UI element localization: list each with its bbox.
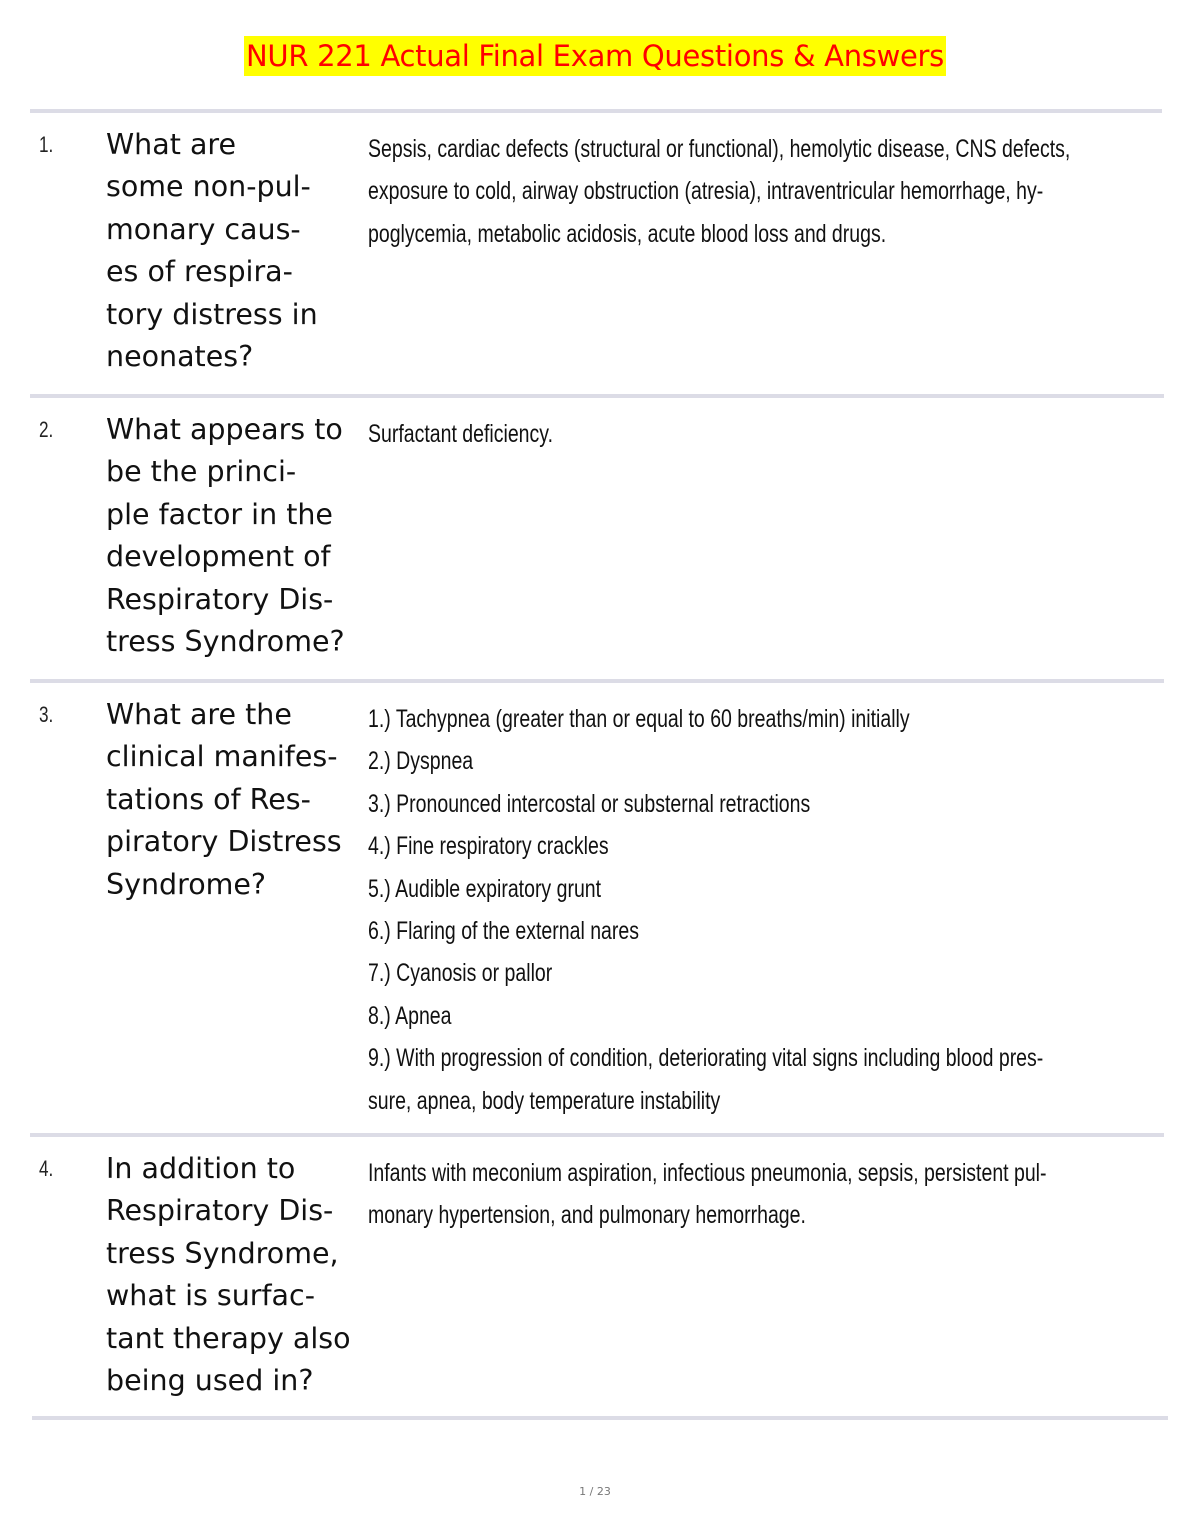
divider [32, 1416, 1168, 1420]
item-number: 2. [39, 417, 54, 442]
answer-text: Sepsis, cardiac defects (structural or functional), hemolytic disease, CNS defects, exposure to cold, airway obstruction (atresia), intraventricular hemorrhage, hy- poglycemia, metabolic acidosis, acute blood loss and drugs. [368, 135, 1071, 248]
divider [30, 109, 1162, 113]
title-container [0, 36, 1190, 76]
question-text: What are the clinical manifes- tations of Res- piratory Distress Syndrome? [106, 698, 342, 901]
item-number: 3. [39, 702, 54, 727]
item-number: 4. [39, 1156, 54, 1181]
divider [30, 679, 1164, 683]
page-indicator: 1 / 23 [579, 1485, 611, 1498]
answer-text: Infants with meconium aspiration, infectious pneumonia, sepsis, persistent pul- monary hypertension, and pulmonary hemorrhage. [368, 1159, 1047, 1230]
divider [30, 1133, 1164, 1137]
question-text: In addition to Respiratory Dis- tress Syndrome, what is surfac- tant therapy also being used in? [106, 1152, 351, 1398]
answer-text: Surfactant deficiency. [368, 420, 553, 448]
answer-text: 1.) Tachypnea (greater than or equal to 60 breaths/min) initially 2.) Dyspnea 3.) Pronounced intercostal or substernal retractions 4.) Fine respiratory crackles 5.) Audible expiratory grunt 6.) Flaring of the external nares 7.) Cyanosis or pallor 8.) Apnea 9.) With progression of condition, deteriorating vital signs including blood pres- sure, apnea, body temperature instability [368, 705, 1044, 1115]
item-number: 1. [39, 132, 54, 157]
question-text: What are some non-pul- monary caus- es of respira- tory distress in neonates? [106, 128, 318, 374]
divider [30, 394, 1164, 398]
question-text: What appears to be the princi- ple factor in the development of Respiratory Dis- tress Syndrome? [106, 413, 345, 659]
document-title: NUR 221 Actual Final Exam Questions & Answers [244, 36, 946, 76]
